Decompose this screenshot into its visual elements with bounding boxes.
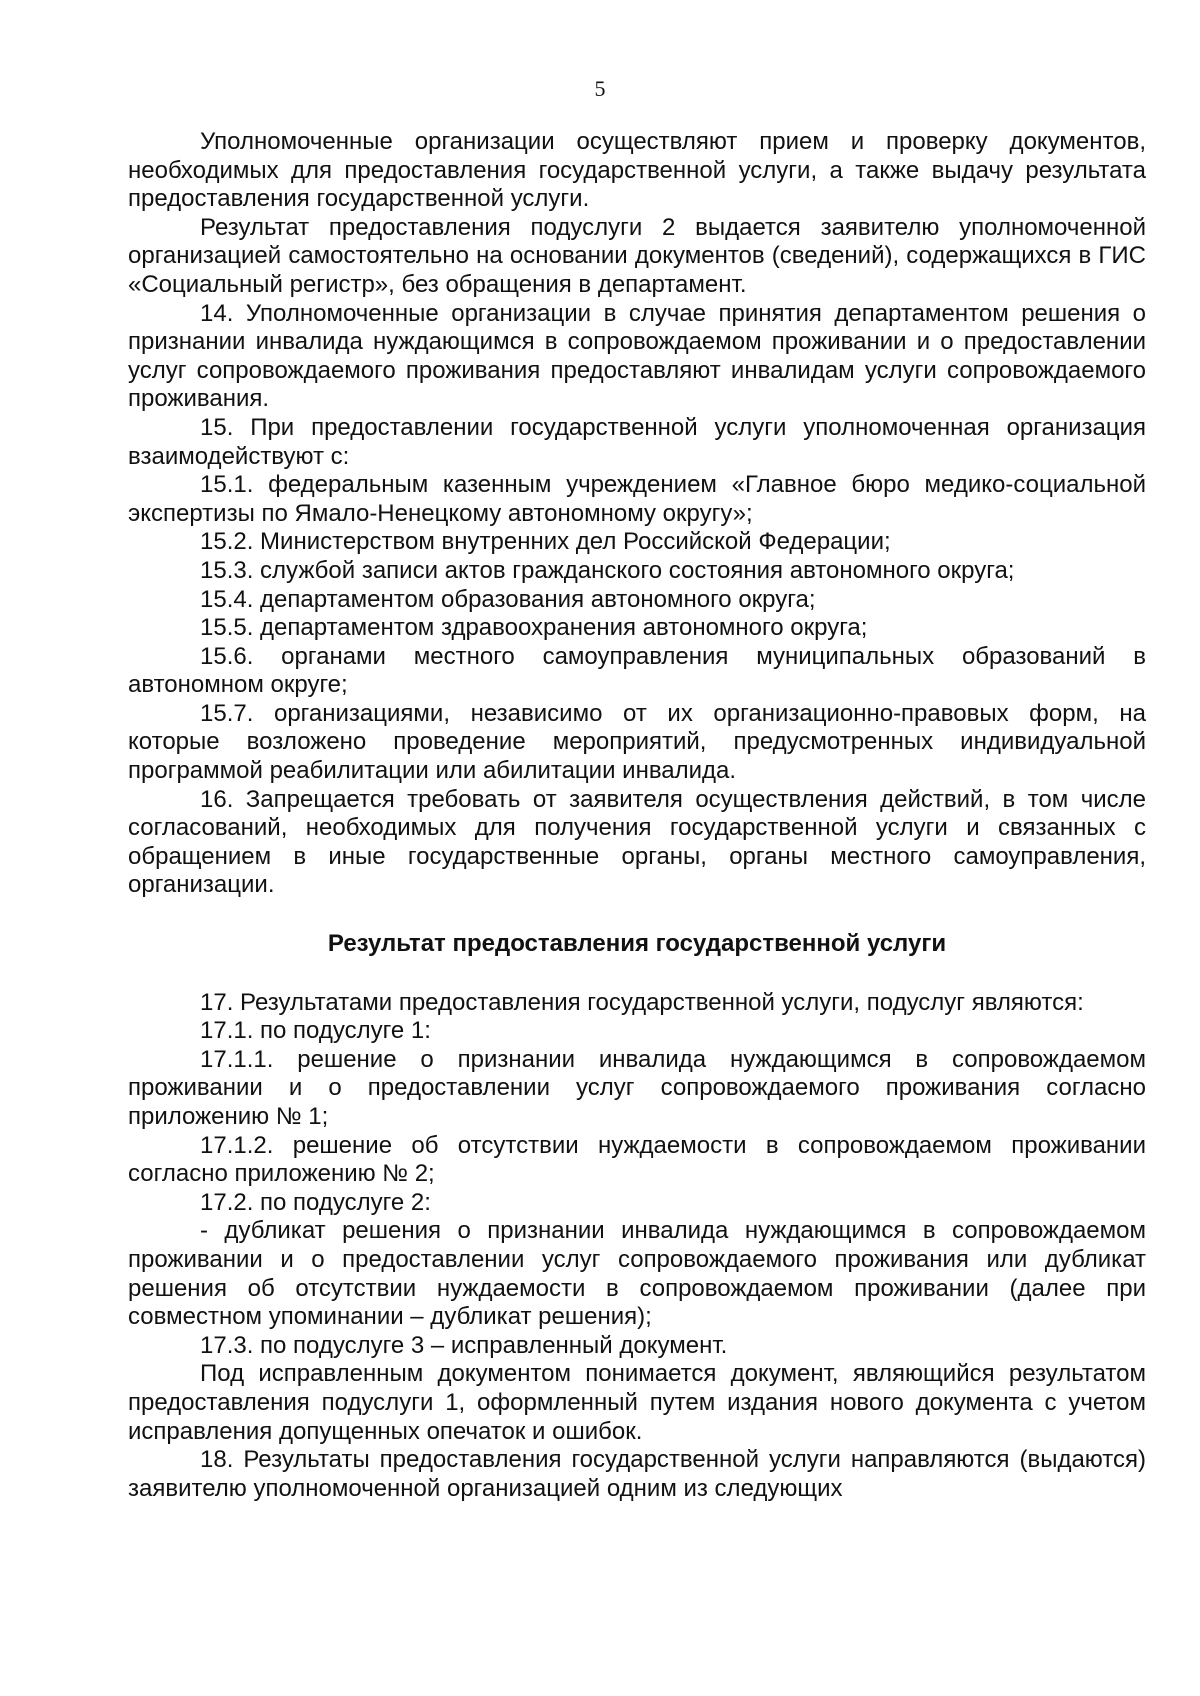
paragraph-15-5: 15.5. департаментом здравоохранения автономного округа;: [200, 614, 868, 642]
paragraph-15-2: 15.2. Министерством внутренних дел Российской Федерации;: [200, 528, 891, 556]
paragraph-17-3: 17.3. по подуслуге 3 – исправленный документ.: [200, 1331, 728, 1359]
list-item-duplicate: - дубликат решения о признании инвалида нуждающимся в сопровождаемом проживании и о предоставлении услуг сопровождаемого проживания или дубликат решения об отсутствии нуждаемости в сопровождаемом проживании (далее при совместном упоминании – дубликат решения);: [128, 1217, 1146, 1331]
paragraph-17-1: 17.1. по подуслуге 1:: [200, 1017, 431, 1045]
paragraph-15-7: 15.7. организациями, независимо от их организационно-правовых форм, на которые возложено проведение мероприятий, предусмотренных индивидуальной программой реабилитации или абилитации инвалида.: [128, 699, 1146, 785]
paragraph-17-2: 17.2. по подуслуге 2:: [200, 1188, 431, 1216]
paragraph-17-1-1: 17.1.1. решение о признании инвалида нуждающимся в сопровождаемом проживании и о предоставлении услуг сопровождаемого проживания согласно приложению № 1;: [128, 1045, 1146, 1130]
paragraph-15-3: 15.3. службой записи актов гражданского состояния автономного округа;: [200, 556, 1015, 584]
paragraph-15-4: 15.4. департаментом образования автономного округа;: [200, 585, 816, 613]
document-body: [128, 128, 1146, 1503]
paragraph-18: 18. Результаты предоставления государственной услуги направляются (выдаются) заявителю уполномоченной организацией одним из следующих: [128, 1446, 1146, 1502]
page-number: 5: [594, 76, 606, 101]
paragraph-15-6: 15.6. органами местного самоуправления муниципальных образований в автономном округе;: [128, 642, 1146, 699]
paragraph: Результат предоставления подуслуги 2 выдается заявителю уполномоченной организацией самостоятельно на основании документов (сведений), содержащихся в ГИС «Социальный регистр», без обращения в департамент.: [128, 213, 1146, 298]
paragraph-15: 15. При предоставлении государственной услуги уполномоченная организация взаимодействуют с:: [128, 413, 1146, 470]
paragraph-15-1: 15.1. федеральным казенным учреждением «Главное бюро медико-социальной экспертизы по Ямало-Ненецкому автономному округу»;: [128, 471, 1146, 527]
section-heading: Результат предоставления государственной услуги: [327, 930, 947, 958]
paragraph-corrected-document: Под исправленным документом понимается документ, являющийся результатом предоставления подуслуги 1, оформленный путем издания нового документа с учетом исправления допущенных опечаток и ошибок.: [128, 1360, 1146, 1445]
paragraph-17: 17. Результатами предоставления государственной услуги, подуслуг являются:: [200, 988, 1084, 1016]
paragraph-14: 14. Уполномоченные организации в случае принятия департаментом решения о признании инвалида нуждающимся в сопровождаемом проживании и о предоставлении услуг сопровождаемого проживания предоставляют инвалидам услуги сопровождаемого проживания.: [128, 299, 1146, 413]
paragraph: Уполномоченные организации осуществляют прием и проверку документов, необходимых для предоставления государственной услуги, а также выдачу результата предоставления государственной услуги.: [128, 128, 1146, 213]
paragraph-16: 16. Запрещается требовать от заявителя осуществления действий, в том числе согласований, необходимых для получения государственной услуги и связанных с обращением в иные государственные органы, органы местного самоуправления, организации.: [128, 785, 1146, 899]
paragraph-17-1-2: 17.1.2. решение об отсутствии нуждаемости в сопровождаемом проживании согласно приложению № 2;: [128, 1131, 1146, 1188]
